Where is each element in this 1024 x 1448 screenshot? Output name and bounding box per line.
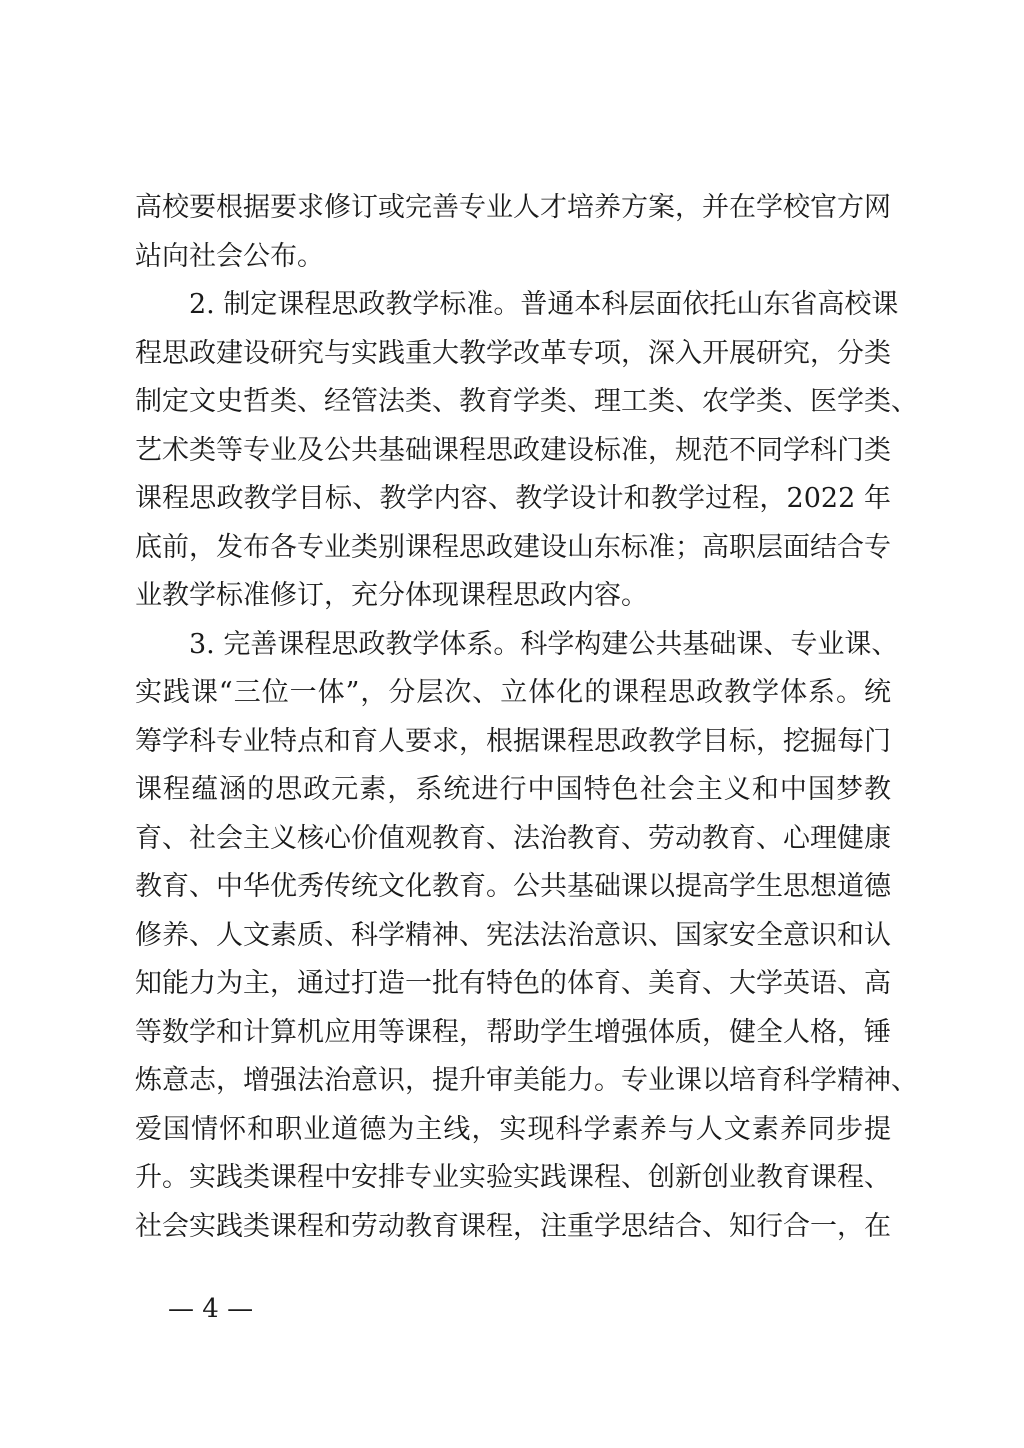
text-line: 爱国情怀和职业道德为主线，实现科学素养与人文素养同步提 [135, 1113, 891, 1145]
text-line: 育、社会主义核心价值观教育、法治教育、劳动教育、心理健康 [135, 822, 891, 854]
text-line: 艺术类等专业及公共基础课程思政建设标准，规范不同学科门类 [135, 434, 891, 466]
text-line: 3. 完善课程思政教学体系。科学构建公共基础课、专业课、 [189, 628, 899, 660]
text-line: 课程思政教学目标、教学内容、教学设计和教学过程，2022 年 [135, 483, 891, 514]
text-line: 高校要根据要求修订或完善专业人才培养方案，并在学校官方网 [135, 192, 891, 223]
text-line: 业教学标准修订，充分体现课程思政内容。 [135, 580, 648, 611]
text-line: 2. 制定课程思政教学标准。普通本科层面依托山东省高校课 [189, 289, 899, 320]
text-line: 升。实践类课程中安排专业实验实践课程、创新创业教育课程、 [135, 1162, 891, 1193]
page-number: — 4 — [168, 1294, 254, 1324]
text-line: 等数学和计算机应用等课程，帮助学生增强体质，健全人格，锤 [135, 1016, 891, 1048]
text-line: 程思政建设研究与实践重大教学改革专项，深入开展研究，分类 [135, 337, 891, 369]
text-line: 实践课“三位一体”，分层次、立体化的课程思政教学体系。统 [135, 677, 891, 708]
text-line: 站向社会公布。 [135, 240, 324, 272]
text-line: 社会实践类课程和劳动教育课程，注重学思结合、知行合一，在 [135, 1210, 891, 1242]
text-line: 课程蕴涵的思政元素，系统进行中国特色社会主义和中国梦教 [135, 774, 891, 805]
text-line: 炼意志，增强法治意识，提升审美能力。专业课以培育科学精神、 [135, 1065, 918, 1096]
text-line: 筹学科专业特点和育人要求，根据课程思政教学目标，挖掘每门 [135, 725, 891, 757]
text-line: 教育、中华优秀传统文化教育。公共基础课以提高学生思想道德 [135, 871, 891, 902]
text-line: 底前，发布各专业类别课程思政建设山东标准；高职层面结合专 [135, 531, 891, 563]
text-line: 知能力为主，通过打造一批有特色的体育、美育、大学英语、高 [135, 968, 891, 999]
text-line: 制定文史哲类、经管法类、教育学类、理工类、农学类、医学类、 [135, 386, 918, 417]
text-line: 修养、人文素质、科学精神、宪法法治意识、国家安全意识和认 [135, 919, 891, 951]
